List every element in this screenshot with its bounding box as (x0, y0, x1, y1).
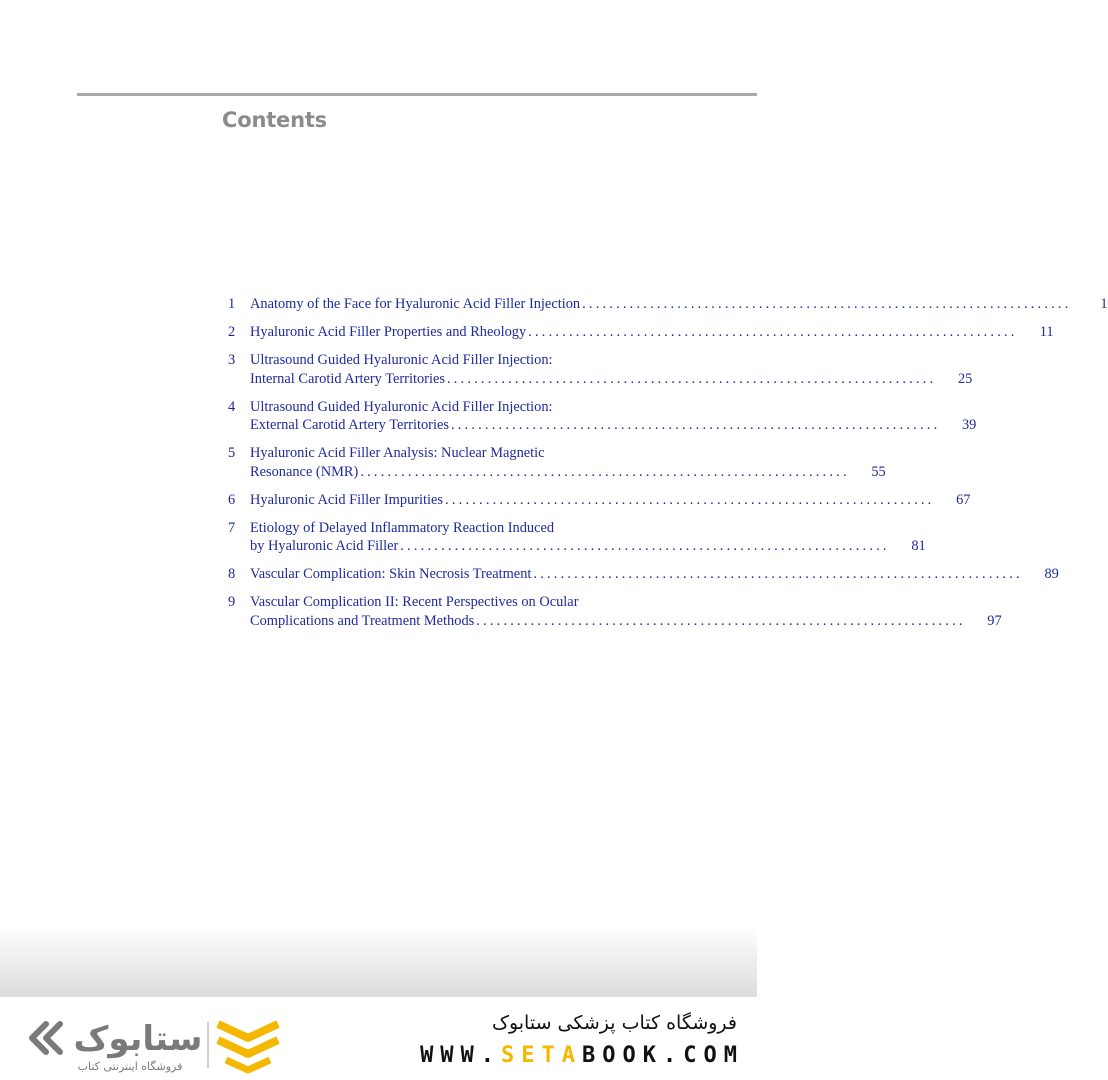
leader-dots: ........................................................................ (582, 296, 1072, 312)
table-of-contents (222, 295, 1108, 640)
leader-dots: ........................................................................ (476, 612, 966, 629)
page-number: 97 (987, 612, 1002, 629)
book-stack-icon (218, 1024, 278, 1070)
page-number: 11 (1039, 324, 1054, 340)
chapter-title-continued: Complications and Treatment Methods (250, 612, 475, 629)
toc-entry[interactable] (222, 519, 926, 556)
chapter-number: 4 (228, 398, 236, 415)
svg-text:فروشگاه اینترنتی کتاب: فروشگاه اینترنتی کتاب (77, 1060, 183, 1073)
toc-entry[interactable] (222, 565, 1059, 584)
toc-entry[interactable] (222, 491, 971, 510)
chapter-title-continued: by Hyaluronic Acid Filler (250, 538, 399, 554)
leader-dots: ........................................................................ (400, 538, 890, 554)
toc-entry[interactable] (222, 593, 1002, 630)
leader-dots: ........................................................................ (533, 566, 1023, 582)
chapter-title: Ultrasound Guided Hyaluronic Acid Filler Injection: (250, 352, 553, 368)
footer-shadow (0, 925, 757, 997)
page-number: 55 (871, 463, 886, 480)
toc-entry[interactable] (222, 398, 977, 435)
leader-dots: ........................................................................ (445, 491, 935, 508)
chapter-number: 1 (228, 296, 236, 312)
page-number: 1 (1100, 296, 1108, 312)
contents-heading: Contents (222, 108, 327, 132)
chapter-title: Hyaluronic Acid Filler Properties and Rheology (250, 324, 527, 340)
page-number: 25 (957, 370, 973, 387)
chapter-title: Etiology of Delayed Inflammatory Reaction Induced (250, 519, 555, 536)
chapter-number: 5 (228, 445, 236, 461)
chapter-number: 9 (228, 594, 236, 610)
chapter-number: 3 (228, 352, 236, 368)
chapter-title-continued: Resonance (NMR) (250, 463, 359, 480)
chapter-title: Anatomy of the Face for Hyaluronic Acid Filler Injection (250, 296, 581, 312)
leader-dots: ........................................................................ (450, 417, 941, 433)
svg-text:ستابوک: ستابوک (73, 1019, 203, 1059)
page-number: 39 (961, 417, 977, 433)
toc-entry[interactable] (222, 444, 886, 481)
chapter-title-continued: External Carotid Artery Territories (250, 417, 449, 433)
chapter-title: Ultrasound Guided Hyaluronic Acid Filler Injection: (250, 398, 553, 415)
header-rule (77, 93, 757, 96)
chapter-title: Vascular Complication II: Recent Perspectives on Ocular (250, 594, 579, 610)
chapter-title: Vascular Complication: Skin Necrosis Treatment (250, 566, 532, 582)
leader-dots: ........................................................................ (528, 324, 1018, 340)
toc-entry[interactable] (222, 323, 1054, 342)
page-number: 67 (956, 491, 971, 508)
chapter-title: Hyaluronic Acid Filler Analysis: Nuclear Magnetic (250, 445, 545, 461)
toc-entry[interactable] (222, 295, 1108, 314)
footer-slogan: فروشگاه کتاب پزشکی ستابوک (491, 1012, 737, 1034)
chapter-number: 2 (228, 324, 236, 340)
chapter-number: 6 (228, 491, 236, 508)
chapter-number: 7 (228, 519, 236, 536)
footer-url[interactable]: WWW.SETABOOK.COM (420, 1043, 744, 1068)
setabook-logo[interactable] (20, 1010, 305, 1074)
chapter-title-continued: Internal Carotid Artery Territories (250, 370, 445, 387)
toc-entry[interactable] (222, 351, 973, 388)
page-number: 81 (911, 538, 926, 554)
page-number: 89 (1044, 566, 1059, 582)
chapter-title: Hyaluronic Acid Filler Impurities (250, 491, 444, 508)
leader-dots: ........................................................................ (446, 370, 937, 387)
chapter-number: 8 (228, 566, 236, 582)
leader-dots: ........................................................................ (360, 463, 850, 480)
